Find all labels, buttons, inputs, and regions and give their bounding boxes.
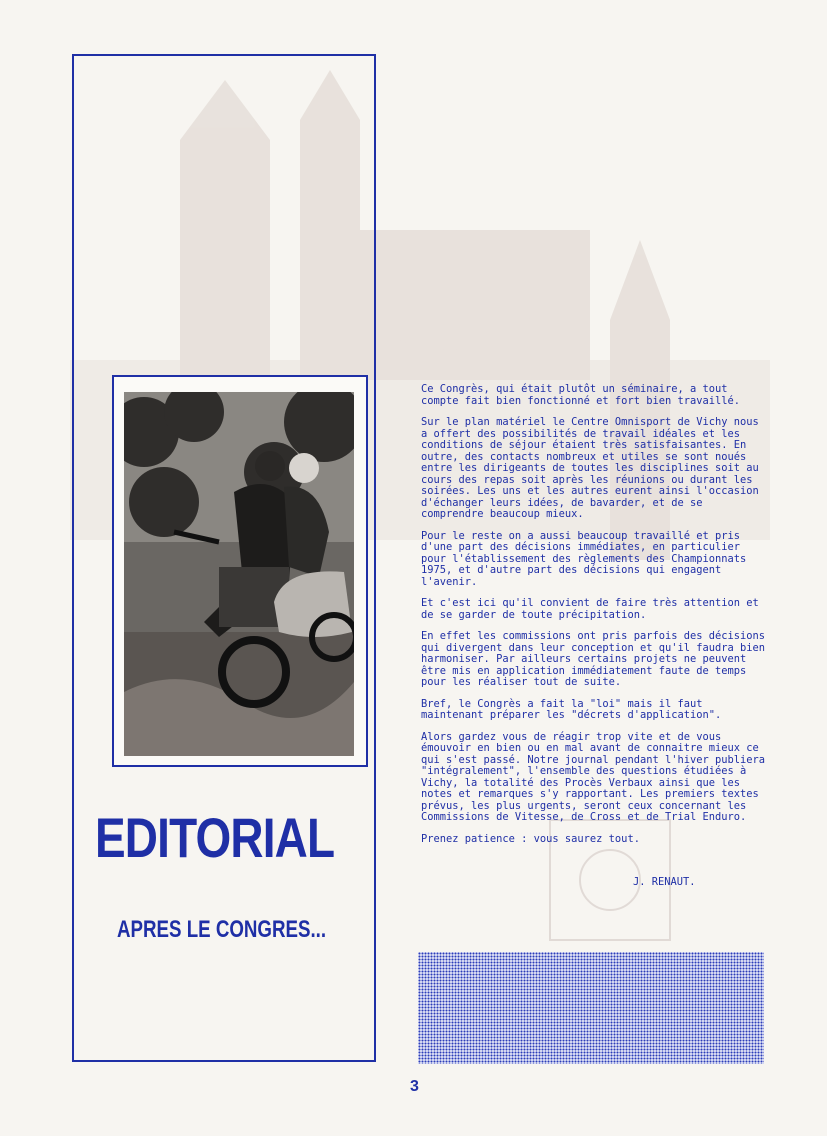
halftone-pattern-block xyxy=(418,952,764,1064)
paragraph: Et c'est ici qu'il convient de faire très attention et de se garder de toute précipitation. xyxy=(421,597,759,621)
page-title: EDITORIAL xyxy=(95,806,335,869)
paragraph: Ce Congrès, qui était plutôt un séminaire, a tout compte fait bien fonctionné et fort bien travaillé. xyxy=(421,383,741,407)
motorcycle-sidecar-photo xyxy=(124,392,354,756)
author-signature: J. RENAUT. xyxy=(633,876,696,888)
paragraph: Bref, le Congrès a fait la "loi" mais il faut maintenant préparer les "décrets d'application". xyxy=(421,697,722,721)
paragraph: Alors gardez vous de réagir trop vite et de vous émouvoir en bien ou en mal avant de connaitre mieux ce qui s'est passé. Notre journal pendant l'hiver publiera "intégralement", l'ensemble des questions étudiées à Vichy, la totalité des Procès Verbaux ainsi que les notes et remarques s'y rapportant. Les premiers textes prévus, les plus urgents, seront ceux concernant les Commissions de Vitesse, de Cross et de Trial Enduro. xyxy=(421,730,766,823)
paragraph: En effet les commissions ont pris parfois des décisions qui divergent dans leur conception et qu'il faudra bien harmoniser. Par ailleurs certains projets ne peuvent être mis en application immédiatement faute de temps pour les réaliser tout de suite. xyxy=(421,630,766,688)
editorial-body xyxy=(421,384,767,855)
paragraph: Pour le reste on a aussi beaucoup travaillé et pris d'une part des décisions immédiates, en particulier pour l'établissement des règlements des Championnats 1975, et d'autre part des décisions qui engagent l'avenir. xyxy=(421,529,747,588)
page-subtitle: APRES LE CONGRES... xyxy=(117,916,327,943)
paragraph: Sur le plan matériel le Centre Omnisport de Vichy nous a offert des possibilités de travail idéales et les conditions de séjour étaient très satisfaisantes. En outre, des contacts nombreux et utiles se sont noués entre les dirigeants de toutes les disciplines soit au cours des repas soit après les réunions ou durant les soirées. Les uns et les autres eurent ainsi l'occasion d'échanger leurs idées, de bavarder, et de se comprendre beaucoup mieux. xyxy=(421,416,759,520)
paragraph: Prenez patience : vous saurez tout. xyxy=(421,832,640,845)
page-number: 3 xyxy=(410,1078,419,1095)
